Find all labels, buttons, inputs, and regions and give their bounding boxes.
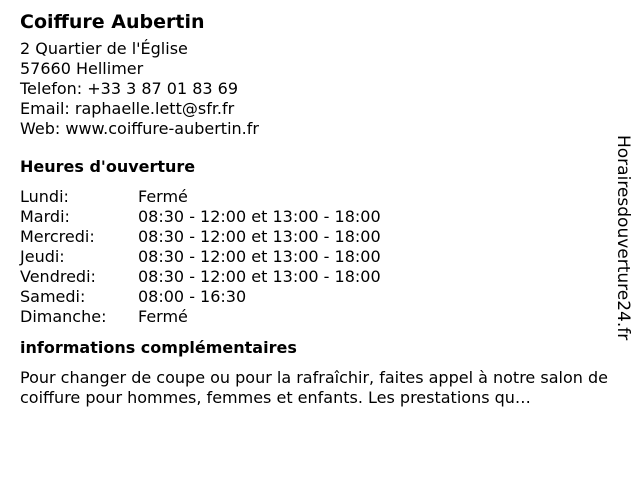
day-hours: 08:30 - 12:00 et 13:00 - 18:00 <box>138 227 381 246</box>
address-block <box>20 39 620 139</box>
site-watermark: Horairesdouverture24.fr <box>613 135 633 341</box>
hours-row-saturday <box>20 287 620 307</box>
business-name: Coiffure Aubertin <box>20 11 205 33</box>
email-line: Email: raphaelle.lett@sfr.fr <box>20 99 235 118</box>
hours-row-thursday <box>20 247 620 267</box>
day-hours: Fermé <box>138 307 188 326</box>
phone-line: Telefon: +33 3 87 01 83 69 <box>20 79 239 98</box>
day-hours: 08:30 - 12:00 et 13:00 - 18:00 <box>138 247 381 266</box>
day-label: Vendredi: <box>20 267 96 286</box>
info-heading: informations complémentaires <box>20 338 297 357</box>
day-label: Lundi: <box>20 187 69 206</box>
day-label: Jeudi: <box>20 247 65 266</box>
hours-row-friday <box>20 267 620 287</box>
day-label: Mercredi: <box>20 227 95 246</box>
day-hours: 08:30 - 12:00 et 13:00 - 18:00 <box>138 207 381 226</box>
hours-row-tuesday <box>20 207 620 227</box>
hours-table <box>20 187 620 327</box>
hours-row-monday <box>20 187 620 207</box>
city-postal: 57660 Hellimer <box>20 59 144 78</box>
day-hours: Fermé <box>138 187 188 206</box>
day-label: Mardi: <box>20 207 70 226</box>
day-label: Dimanche: <box>20 307 107 326</box>
hours-row-sunday <box>20 307 620 327</box>
street-address: 2 Quartier de l'Église <box>20 39 188 58</box>
hours-heading: Heures d'ouverture <box>20 157 196 176</box>
day-hours: 08:00 - 16:30 <box>138 287 247 306</box>
day-hours: 08:30 - 12:00 et 13:00 - 18:00 <box>138 267 381 286</box>
hours-row-wednesday <box>20 227 620 247</box>
business-card <box>20 9 620 408</box>
day-label: Samedi: <box>20 287 86 306</box>
web-line: Web: www.coiffure-aubertin.fr <box>20 119 259 138</box>
info-description: Pour changer de coupe ou pour la rafraîchir, faites appel à notre salon de coiffure pour hommes, femmes et enfants. Les prestations qu… <box>20 368 608 407</box>
